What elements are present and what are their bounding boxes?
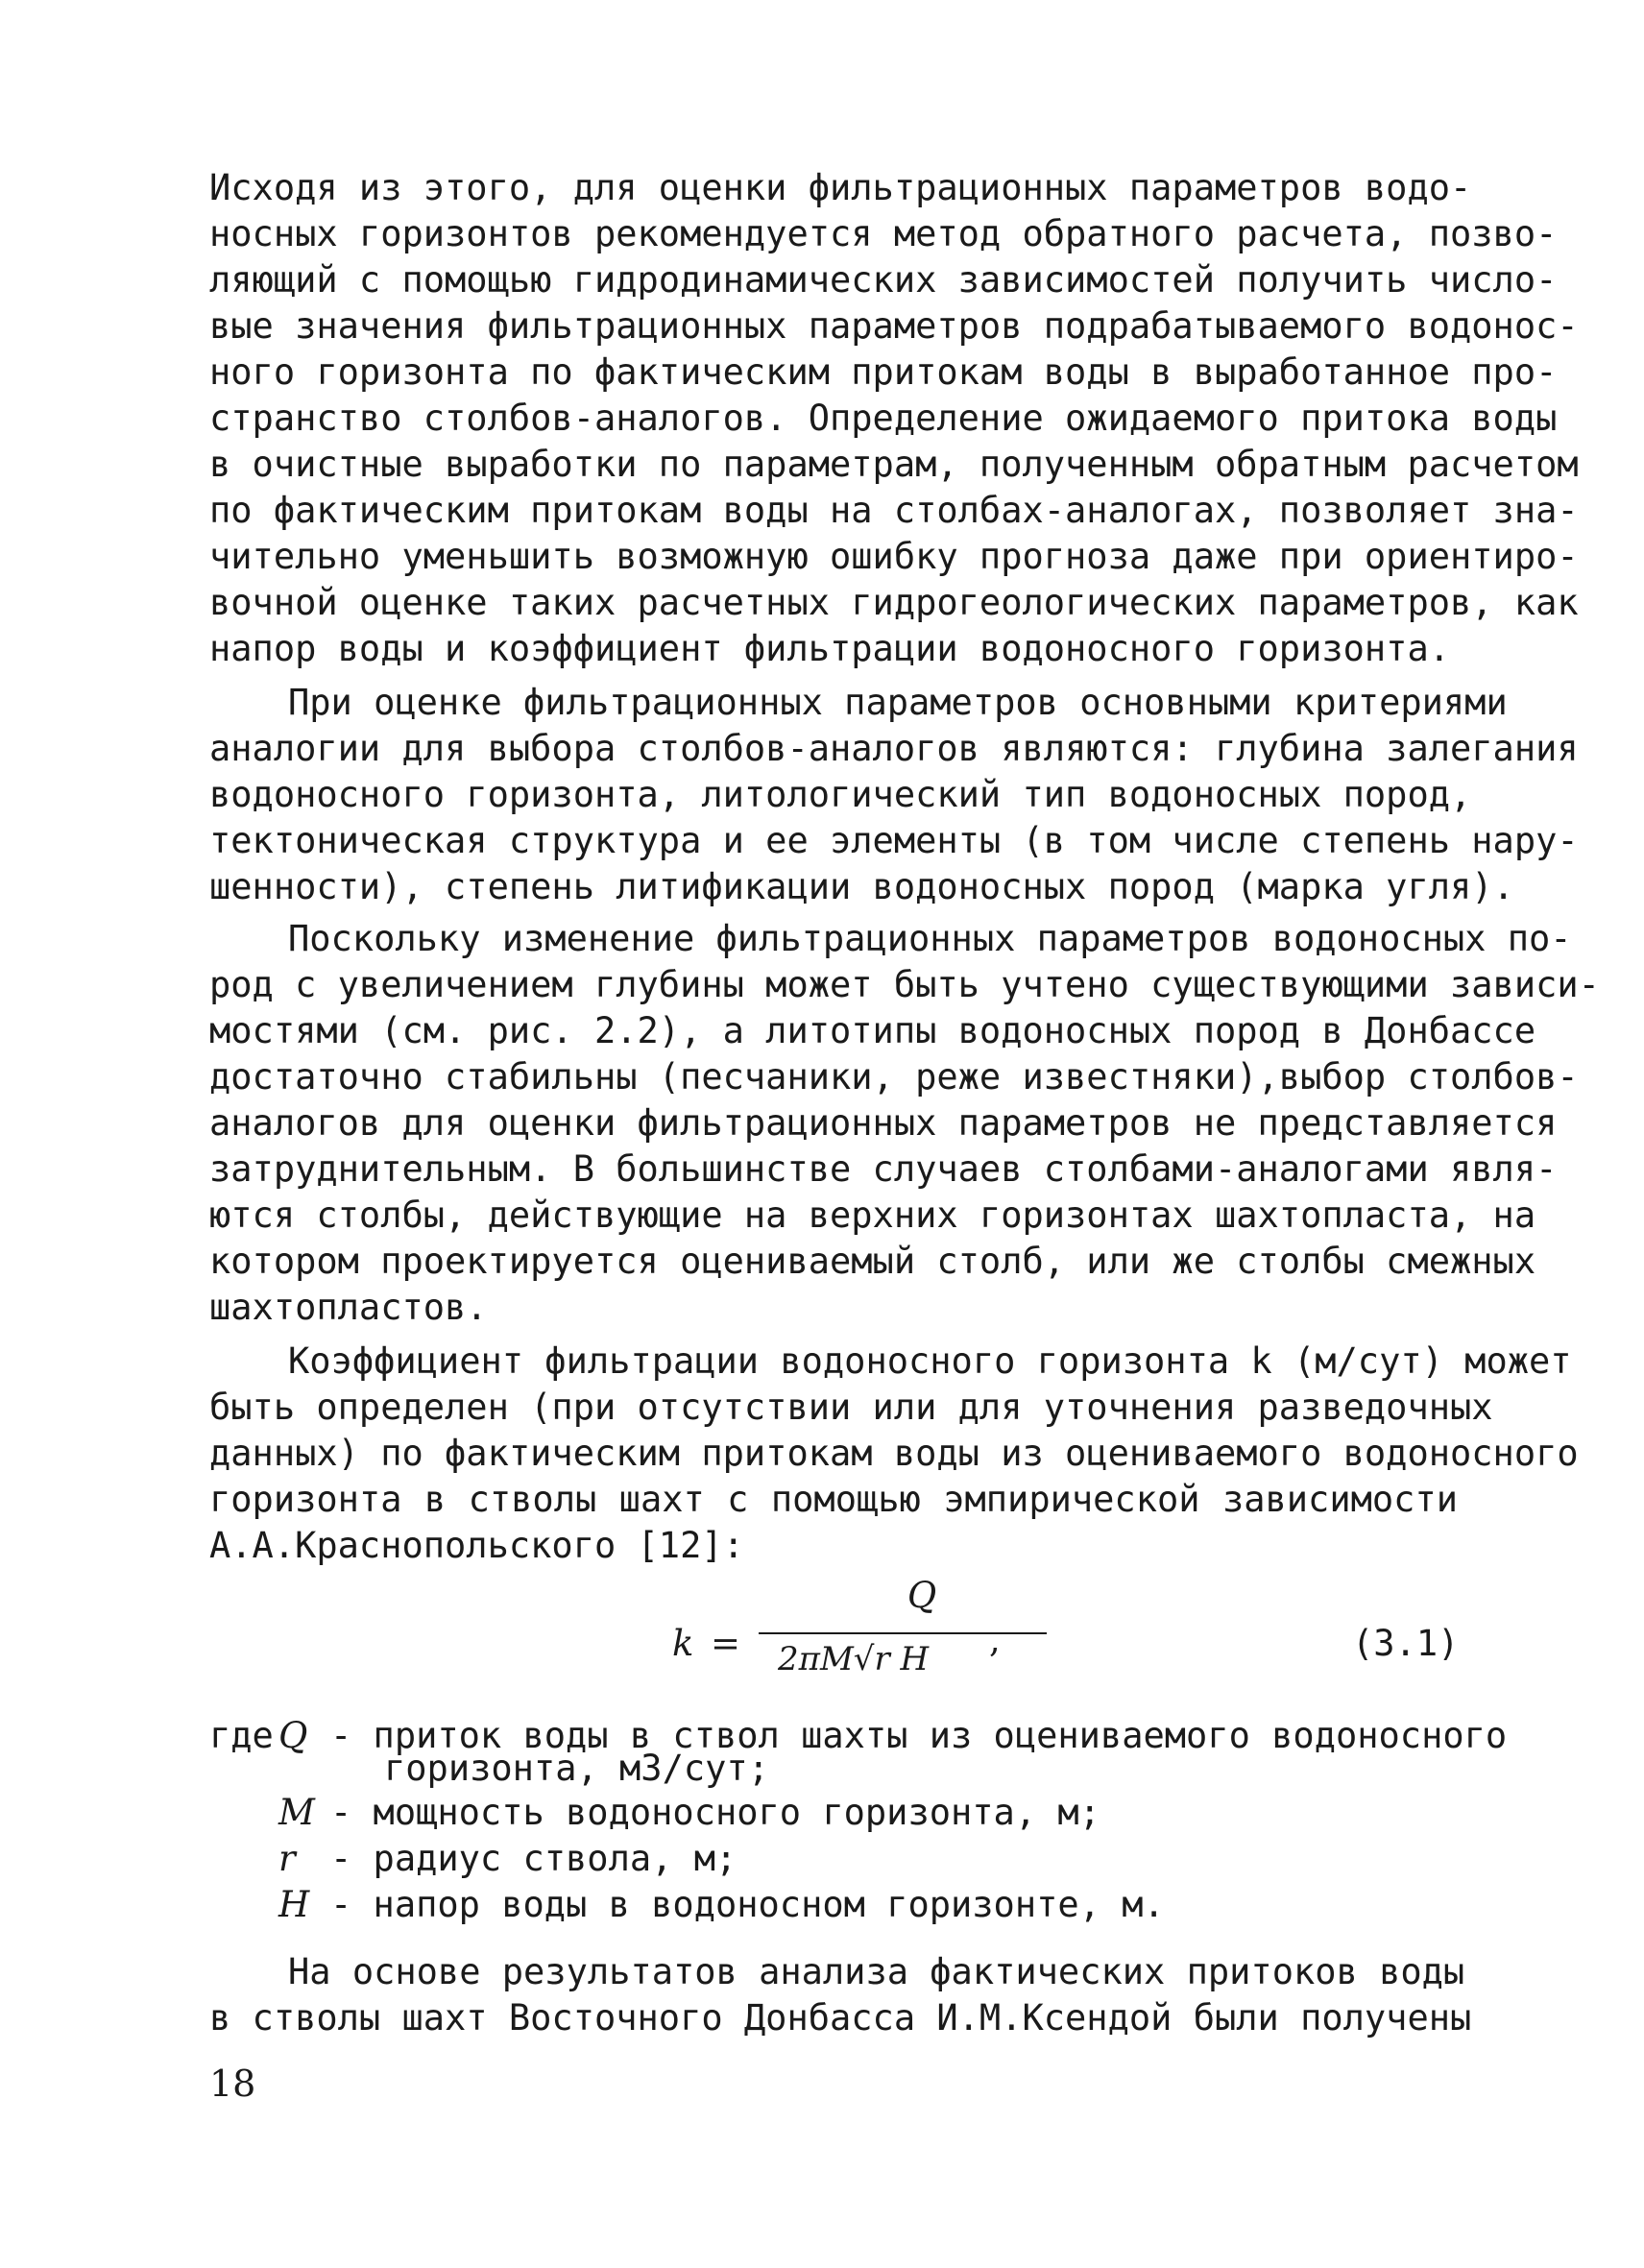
paragraph-line: Коэффициент фильтрации водоносного горизонта k (м/сут) может [288,1340,1572,1382]
definition-text: - напор воды в водоносном горизонте, м. [330,1884,1165,1925]
paragraph-line: в стволы шахт Восточного Донбасса И.М.Ксендой были получены [209,1997,1472,2039]
paragraph-line: шенности), степень литификации водоносных пород (марка угля). [209,866,1514,907]
paragraph-line: А.А.Краснопольского [12]: [209,1525,744,1566]
paragraph-line: Поскольку изменение фильтрационных параметров водоносных по- [288,918,1572,959]
definition-continuation: горизонта, м3/сут; [384,1748,769,1789]
paragraph-line: по фактическим притокам воды на столбах-аналогах, позволяет зна- [209,490,1579,531]
paragraph-line: На основе результатов анализа фактических притоков воды [288,1951,1465,1992]
formula-equals: = [711,1623,741,1664]
definition-symbol: M [278,1792,315,1833]
paragraph-line: вочной оценке таких расчетных гидрогеологических параметров, как [209,582,1579,623]
definition-text: - мощность водоносного горизонта, м; [330,1792,1100,1833]
definition-text: - радиус ствола, м; [330,1838,737,1879]
paragraph-line: напор воды и коэффициент фильтрации водоносного горизонта. [209,628,1451,669]
paragraph-line: Исходя из этого, для оценки фильтрационных параметров водо- [209,167,1472,208]
paragraph-line: шахтопластов. [209,1287,488,1328]
paragraph-line: мостями (см. рис. 2.2), а литотипы водоносных пород в Донбассе [209,1010,1536,1051]
paragraph-line: данных) по фактическим притокам воды из оцениваемого водоносного [209,1433,1579,1474]
definition-text: - приток воды в ствол шахты из оцениваемого водоносного [330,1715,1508,1756]
definition-symbol: r [278,1838,296,1879]
formula-denominator: 2πM√r H [778,1640,930,1678]
paragraph-line: аналогии для выбора столбов-аналогов являются: глубина залегания [209,728,1579,769]
paragraph-line: аналогов для оценки фильтрационных параметров не представляется [209,1102,1558,1144]
definition-symbol: H [278,1884,310,1925]
paragraph-line: род с увеличением глубины может быть учтено существующими зависи- [209,964,1600,1005]
formula-trailing-comma: , [989,1619,1001,1660]
paragraph-line: тектоническая структура и ее элементы (в том числе степень нару- [209,820,1579,861]
paragraph-line: вые значения фильтрационных параметров подрабатываемого водонос- [209,305,1579,347]
paragraph-line: в очистные выработки по параметрам, полученным обратным расчетом [209,444,1579,485]
paragraph-line: котором проектируется оцениваемый столб, или же столбы смежных [209,1241,1536,1282]
formula-numerator: Q [907,1575,937,1616]
equation-number: (3.1) [1352,1623,1460,1664]
paragraph-line: чительно уменьшить возможную ошибку прогноза даже при ориентиро- [209,536,1579,577]
paragraph-line: странство столбов-аналогов. Определение ожидаемого притока воды [209,398,1558,439]
paragraph-line: достаточно стабильны (песчаники, реже известняки),выбор столбов- [209,1056,1579,1098]
formula-lhs: k [672,1623,694,1664]
paragraph-line: затруднительным. В большинстве случаев столбами-аналогами явля- [209,1148,1558,1190]
paragraph-line: ются столбы, действующие на верхних горизонтах шахтопласта, на [209,1194,1536,1236]
paragraph-line: водоносного горизонта, литологический тип водоносных пород, [209,774,1472,815]
definition-symbol: Q [278,1715,308,1756]
paragraph-line: ляющий с помощью гидродинамических зависимостей получить число- [209,259,1558,301]
formula-3-1 [663,1575,1239,1690]
fraction-bar [759,1632,1047,1634]
paragraph-line: горизонта в стволы шахт с помощью эмпирической зависимости [209,1479,1458,1520]
page-number: 18 [209,2063,256,2105]
paragraph-line: носных горизонтов рекомендуется метод обратного расчета, позво- [209,213,1558,254]
paragraph-line: ного горизонта по фактическим притокам воды в выработанное про- [209,351,1558,393]
paragraph-line: При оценке фильтрационных параметров основными критериями [288,682,1508,723]
definitions-intro: где [209,1715,274,1756]
paragraph-line: быть определен (при отсутствии или для уточнения разведочных [209,1387,1493,1428]
